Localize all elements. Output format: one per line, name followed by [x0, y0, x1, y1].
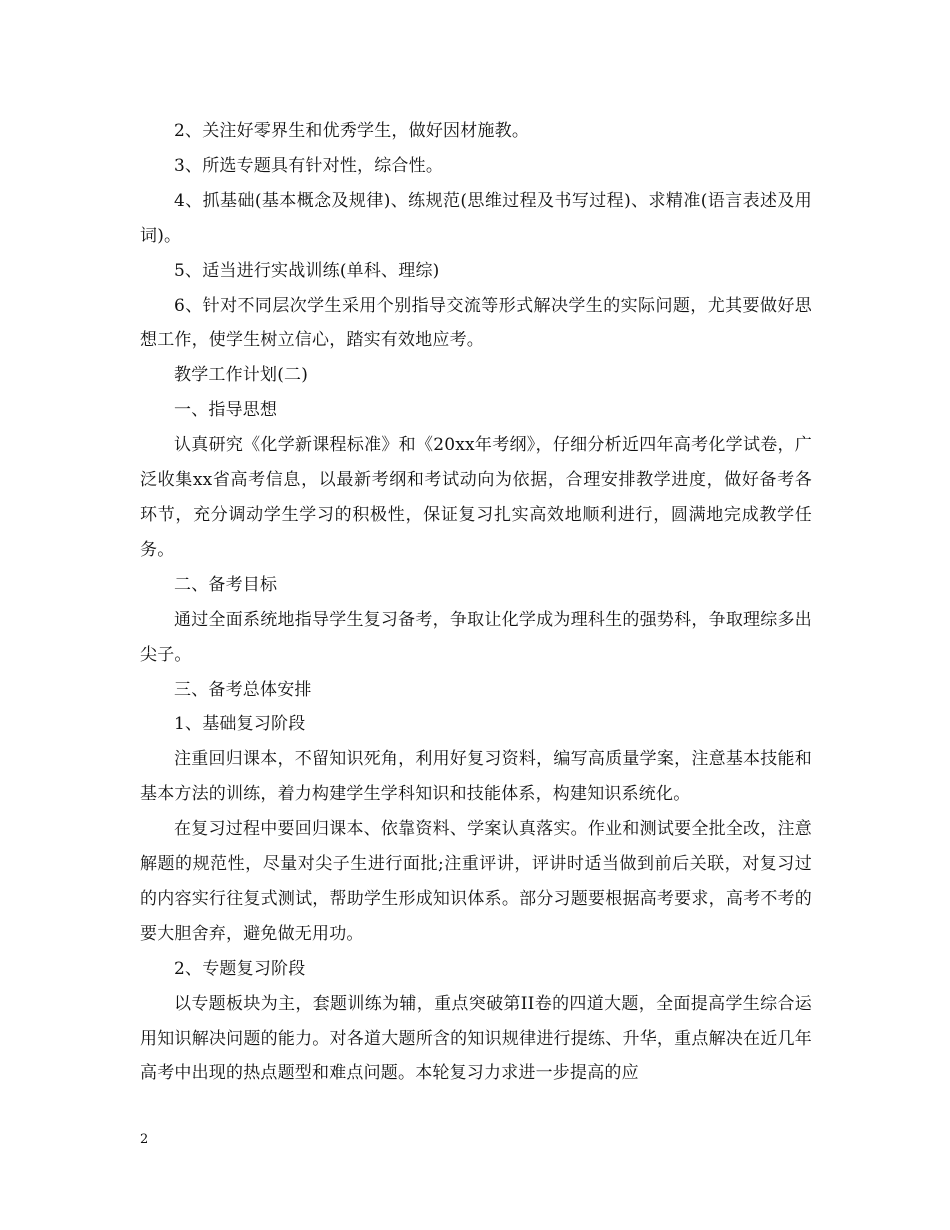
heading-guiding-ideology: 一、指导思想: [174, 400, 278, 421]
subheading-topic-review: 2、专题复习阶段: [174, 958, 306, 979]
paragraph-basic-review-2: 在复习过程中要回归课本、依靠资料、学案认真落实。作业和测试要全批全改，注意解题的规范性，尽量对尖子生进行面批;注重评讲，评讲时适当做到前后关联，对复习过的内容实行往复式测试，帮助学生形成知识体系。部分习题要根据高考要求，高考不考的要大胆舍弃，避免做无用功。: [140, 819, 812, 944]
paragraph-item-3: 3、所选专题具有针对性，综合性。: [174, 155, 444, 176]
paragraph-item-6: 6、针对不同层次学生采用个别指导交流等形式解决学生的实际问题，尤其要做好思想工作，使学生树立信心，踏实有效地应考。: [140, 295, 812, 351]
paragraph-basic-review-1: 注重回归课本，不留知识死角，利用好复习资料，编写高质量学案，注意基本技能和基本方法的训练，着力构建学生学科知识和技能体系，构建知识系统化。: [140, 749, 812, 805]
section-heading-plan-two: 教学工作计划(二): [174, 365, 309, 386]
paragraph-item-4: 4、抓基础(基本概念及规律)、练规范(思维过程及书写过程)、求精准(语言表述及用词)。: [140, 190, 812, 246]
paragraph-exam-goal: 通过全面系统地指导学生复习备考，争取让化学成为理科生的强势科，争取理综多出尖子。: [140, 609, 812, 665]
heading-overall-arrangement: 三、备考总体安排: [174, 679, 312, 700]
paragraph-guiding-ideology: 认真研究《化学新课程标准》和《20xx年考纲》，仔细分析近四年高考化学试卷，广泛收集xx省高考信息，以最新考纲和考试动向为依据，合理安排教学进度，做好备考各环节，充分调动学生学习的积极性，保证复习扎实高效地顺利进行，圆满地完成教学任务。: [140, 435, 812, 560]
heading-exam-goal: 二、备考目标: [174, 574, 278, 595]
page-number: 2: [140, 1132, 149, 1147]
paragraph-item-2: 2、关注好零界生和优秀学生，做好因材施教。: [174, 121, 530, 141]
paragraph-topic-review: 以专题板块为主，套题训练为辅，重点突破第II卷的四道大题，全面提高学生综合运用知识解决问题的能力。对各道大题所含的知识规律进行提练、升华，重点解决在近几年高考中出现的热点题型和难点问题。本轮复习力求进一步提高的应: [140, 993, 812, 1084]
document-body: [140, 114, 812, 1091]
paragraph-item-5: 5、适当进行实战训练(单科、理综): [174, 260, 440, 281]
subheading-basic-review: 1、基础复习阶段: [174, 714, 306, 735]
